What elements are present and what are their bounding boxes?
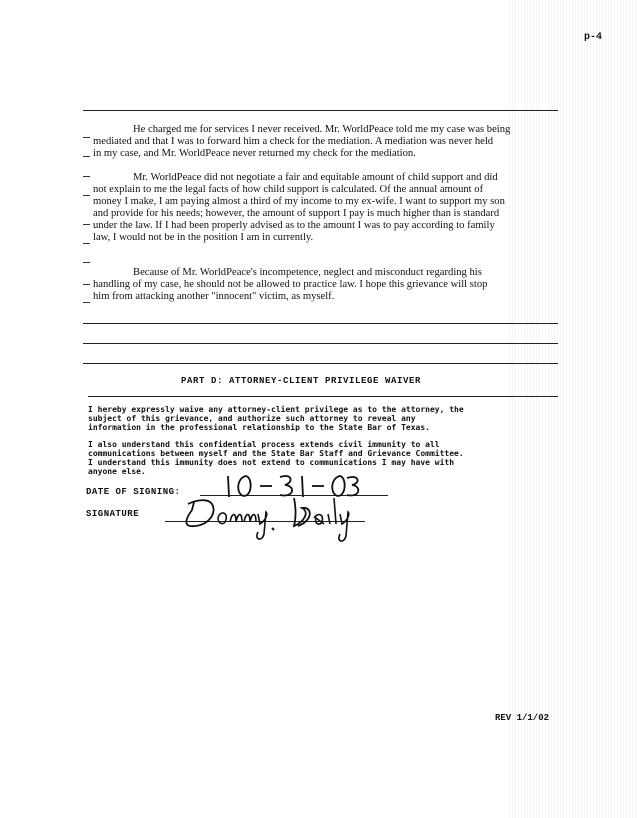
grievance-paragraph-2: Mr. WorldPeace did not negotiate a fair and equitable amount of child support and did not explain to me the legal facts of how child support is calculated. Of the annual amount of money I make, I am paying almost a third of my income to my ex-wife. I want to support my son and provide for his needs; however, the amount of support I pay is much higher than is standard under the law. If I had been properly advised as to the amount I was to pay according to family law, I would not be in the position I am in currently. bbox=[93, 172, 505, 243]
margin-mark bbox=[83, 284, 90, 285]
handwritten-signature bbox=[178, 490, 378, 546]
margin-mark bbox=[83, 243, 90, 244]
margin-mark bbox=[83, 224, 90, 225]
blank-line bbox=[83, 343, 558, 344]
margin-mark bbox=[83, 176, 90, 177]
margin-mark bbox=[83, 137, 90, 138]
blank-line bbox=[83, 323, 558, 324]
blank-line bbox=[83, 363, 558, 364]
immunity-statement: I also understand this confidential process extends civil immunity to all communications between myself and the State Bar Staff and Grievance Committee. I understand this immunity does not extend to communications I may have with anyone else. bbox=[88, 440, 464, 476]
margin-mark bbox=[83, 302, 90, 303]
grievance-paragraph-1: He charged me for services I never received. Mr. WorldPeace told me my case was being mediated and that I was to forward him a check for the mediation. A mediation was never held in my case, and Mr. WorldPeace never returned my check for the mediation. bbox=[93, 124, 511, 159]
margin-mark bbox=[83, 156, 90, 157]
margin-mark bbox=[83, 195, 90, 196]
section-rule bbox=[88, 396, 558, 397]
part-d-title: PART D: ATTORNEY-CLIENT PRIVILEGE WAIVER bbox=[181, 376, 422, 386]
margin-mark bbox=[83, 262, 90, 263]
grievance-paragraph-3: Because of Mr. WorldPeace's incompetence, neglect and misconduct regarding his handling of my case, he should not be allowed to practice law. I hope this grievance will stop him from attacking another "innocent" victim, as myself. bbox=[93, 267, 488, 302]
revision-label: REV 1/1/02 bbox=[495, 713, 550, 723]
waiver-statement: I hereby expressly waive any attorney-client privilege as to the attorney, the subject of this grievance, and authorize such attorney to reveal any information in the professional relationship to the State Bar of Texas. bbox=[88, 405, 464, 432]
page-number: p-4 bbox=[584, 32, 603, 43]
date-of-signing-label: DATE OF SIGNING: bbox=[86, 487, 181, 497]
signature-label: SIGNATURE bbox=[86, 509, 140, 519]
top-rule bbox=[83, 110, 558, 111]
